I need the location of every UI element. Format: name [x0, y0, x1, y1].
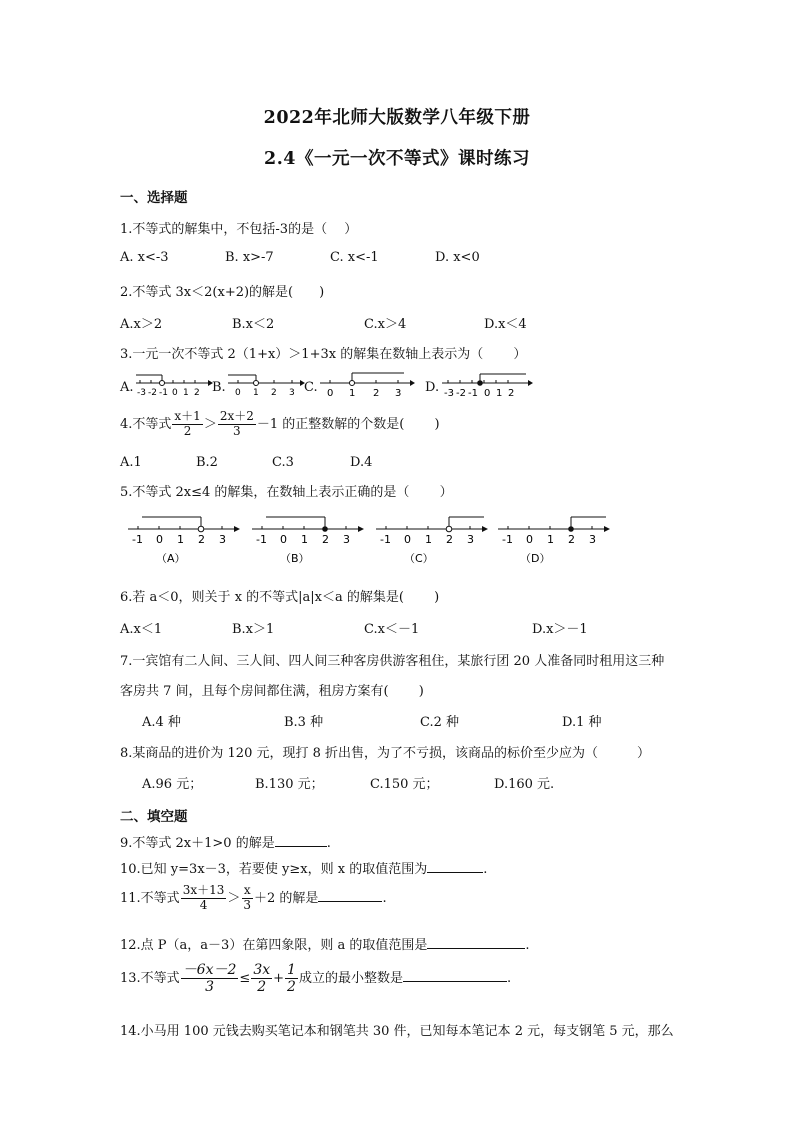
tick-label: 1	[177, 533, 184, 546]
question-10	[120, 858, 487, 877]
question-4-option-b: B.2	[196, 455, 218, 470]
plus-sign: +	[273, 971, 285, 987]
fraction-numerator: 1	[287, 962, 296, 978]
fraction-numerator: 2x＋2	[219, 409, 254, 423]
fraction-denominator: 3	[233, 423, 241, 438]
question-7-option-d: D.1 种	[562, 715, 602, 730]
answer-blank[interactable]	[427, 936, 525, 949]
tick-label: 3	[289, 388, 295, 398]
tick-label: 3	[343, 533, 350, 546]
question-6-option-d: D.x＞－1	[532, 622, 588, 637]
tick-label: 3	[395, 388, 402, 399]
fraction	[218, 410, 256, 439]
fraction	[181, 884, 227, 913]
question-8-option-d: D.160 元.	[494, 777, 555, 792]
fraction	[172, 410, 202, 439]
question-2-option-a: A.x＞2	[120, 317, 163, 332]
fraction-numerator: x＋1	[174, 409, 201, 423]
option-label-d: （D）	[520, 552, 551, 565]
question-2-stem: 2.不等式 3x＜2(x+2)的解是( )	[120, 285, 325, 300]
question-10-text: 10.已知 y=3x－3，若要使 y≥x，则 x 的取值范围为	[120, 862, 428, 877]
option-label-a: （A）	[156, 552, 186, 565]
question-3-option-a: A.	[120, 380, 134, 395]
question-4-option-c: C.3	[272, 455, 294, 470]
question-7-option-b: B.3 种	[284, 715, 324, 730]
tick-label: 0	[172, 388, 178, 398]
tick-label: 0	[526, 533, 533, 546]
question-6-option-c: C.x＜－1	[364, 622, 420, 637]
tick-label: -2	[456, 388, 466, 399]
tick-label: 2	[508, 388, 515, 399]
question-7-option-a: A.4 种	[142, 715, 181, 730]
fraction-denominator: 4	[199, 897, 208, 912]
tick-label: -3	[137, 388, 146, 398]
question-5-number-line-a	[126, 510, 244, 568]
tick-label: -3	[444, 388, 454, 399]
question-4-option-a: A.1	[120, 455, 142, 470]
fraction-numerator: 3x	[253, 962, 271, 978]
question-7-stem-line-1: 7.一宾馆有二人间、三人间、四人间三种客房供游客租住，某旅行团 20 人准备同时租用这三种	[120, 654, 665, 669]
period: .	[483, 862, 488, 877]
question-12-text: 12.点 P（a，a－3）在第四象限，则 a 的取值范围是	[120, 938, 428, 953]
question-9-text: 9.不等式 2x＋1>0 的解是	[120, 836, 275, 851]
tick-label: 2	[446, 533, 453, 546]
question-5-number-line-b	[250, 510, 368, 568]
question-3-option-c: C.	[304, 380, 318, 395]
question-11-prefix: 11.不等式	[120, 890, 180, 906]
question-4-suffix: －1 的正整数解的个数是( )	[256, 416, 440, 432]
tick-label: -1	[380, 533, 391, 546]
question-7-option-c: C.2 种	[420, 715, 460, 730]
answer-blank[interactable]	[403, 969, 507, 982]
question-6-stem: 6.若 a＜0，则关于 x 的不等式|a|x＜a 的解集是( )	[120, 590, 440, 605]
question-8-option-a: A.96 元；	[142, 777, 203, 792]
question-11-suffix: ＋2 的解是	[254, 890, 319, 906]
period: .	[506, 971, 512, 987]
section-multiple-choice: 一、选择题	[120, 190, 188, 206]
question-1-option-c: C. x<-1	[330, 250, 379, 265]
tick-label: 0	[484, 388, 491, 399]
tick-label: 3	[219, 533, 226, 546]
tick-label: 2	[194, 388, 200, 398]
document-subtitle: 2.4《一元一次不等式》课时练习	[264, 149, 530, 169]
question-6-option-a: A.x＜1	[120, 622, 163, 637]
fraction-denominator: 2	[257, 979, 267, 996]
section-fill-in-blank: 二、填空题	[120, 809, 188, 825]
tick-label: 0	[327, 388, 334, 399]
fraction	[241, 884, 253, 913]
question-1-option-a: A. x<-3	[120, 250, 169, 265]
question-12	[120, 934, 529, 953]
fraction-denominator: 3	[243, 897, 252, 912]
question-9	[120, 832, 331, 851]
fraction-denominator: 3	[205, 979, 214, 996]
tick-label: 1	[547, 533, 554, 546]
question-3-option-d: D.	[425, 380, 440, 395]
tick-label: -1	[132, 533, 143, 546]
period: .	[326, 836, 331, 851]
tick-label: -1	[256, 533, 267, 546]
tick-label: 0	[235, 388, 241, 398]
fraction-numerator: x	[243, 883, 251, 897]
tick-label: -1	[159, 388, 168, 398]
tick-label: 3	[467, 533, 474, 546]
question-11	[120, 884, 387, 913]
question-4-prefix: 4.不等式	[120, 416, 172, 432]
question-1-stem: 1.不等式的解集中，不包括-3的是（ ）	[120, 222, 358, 237]
tick-label: 1	[425, 533, 432, 546]
question-3-number-line-c	[318, 368, 418, 400]
question-8-option-b: B.130 元；	[255, 777, 324, 792]
fraction-numerator: －6x－2	[182, 962, 237, 978]
tick-label: 1	[496, 388, 503, 399]
tick-label: 1	[301, 533, 308, 546]
question-4-option-d: D.4	[350, 455, 373, 470]
question-5-number-line-d	[496, 510, 614, 568]
tick-label: 2	[271, 388, 277, 398]
question-7-stem-line-2: 客房共 7 间，且每个房间都住满，租房方案有( )	[120, 684, 424, 699]
answer-blank[interactable]	[427, 860, 483, 873]
question-3-number-line-d	[440, 368, 536, 400]
answer-blank[interactable]	[318, 889, 382, 902]
question-8-option-c: C.150 元；	[370, 777, 439, 792]
tick-label: 0	[404, 533, 411, 546]
question-8-stem: 8.某商品的进价为 120 元，现打 8 折出售，为了不亏损，该商品的标价至少应为（ ）	[120, 746, 651, 761]
tick-label: 3	[589, 533, 596, 546]
tick-label: 1	[253, 388, 259, 398]
fraction-denominator: 2	[287, 979, 296, 996]
question-13-suffix: 成立的最小整数是	[298, 971, 403, 987]
option-label-b: （B）	[280, 552, 310, 565]
fraction-numerator: 3x＋13	[182, 883, 225, 897]
fraction	[181, 962, 239, 995]
tick-label: 0	[280, 533, 287, 546]
tick-label: 2	[198, 533, 205, 546]
period: .	[382, 890, 387, 906]
greater-than-sign: ＞	[203, 416, 217, 432]
question-3-number-line-b	[226, 370, 306, 400]
question-4-stem	[120, 410, 440, 439]
tick-label: -1	[468, 388, 478, 399]
tick-label: 2	[373, 388, 380, 399]
greater-than-sign: ＞	[227, 890, 241, 906]
question-6-option-b: B.x＞1	[232, 622, 275, 637]
fraction	[251, 962, 272, 995]
tick-label: -1	[502, 533, 513, 546]
question-1-option-d: D. x<0	[435, 250, 480, 265]
tick-label: 2	[568, 533, 575, 546]
question-5-stem: 5.不等式 2x≤4 的解集，在数轴上表示正确的是（ ）	[120, 485, 453, 500]
tick-label: 1	[183, 388, 189, 398]
question-3-stem: 3.一元一次不等式 2（1+x）＞1+3x 的解集在数轴上表示为（ ）	[120, 347, 527, 362]
answer-blank[interactable]	[275, 834, 327, 847]
question-13-prefix: 13.不等式	[120, 971, 180, 987]
question-5-number-line-c	[374, 510, 492, 568]
tick-label: -2	[148, 388, 157, 398]
period: .	[525, 938, 530, 953]
question-14-stem: 14.小马用 100 元钱去购买笔记本和钢笔共 30 件，已知每本笔记本 2 元，每支钢笔 5 元，那么	[120, 1024, 674, 1039]
question-1-option-b: B. x>-7	[225, 250, 274, 265]
fraction	[285, 962, 298, 995]
less-equal-sign: ≤	[239, 971, 251, 987]
question-13	[120, 962, 511, 995]
document-title: 2022年北师大版数学八年级下册	[263, 108, 531, 128]
tick-label: 1	[349, 388, 356, 399]
tick-label: 2	[322, 533, 329, 546]
tick-label: 0	[156, 533, 163, 546]
question-2-option-c: C.x＞4	[364, 317, 407, 332]
option-label-c: （C）	[404, 552, 434, 565]
question-2-option-d: D.x＜4	[484, 317, 527, 332]
question-3-option-b: B.	[212, 380, 226, 395]
question-3-number-line-a	[134, 370, 214, 400]
fraction-denominator: 2	[183, 423, 192, 438]
question-2-option-b: B.x＜2	[232, 317, 275, 332]
